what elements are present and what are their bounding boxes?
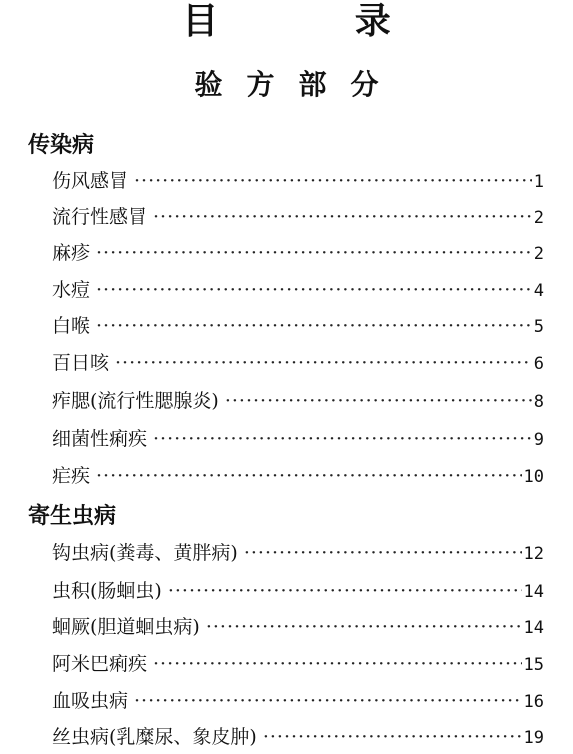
dot-leader — [153, 649, 522, 679]
entry-page-number: 2 — [533, 208, 544, 228]
toc-entry[interactable] — [52, 348, 544, 378]
toc-entry[interactable] — [52, 275, 544, 305]
toc-entry[interactable] — [52, 576, 544, 606]
entry-page-number: 10 — [523, 467, 544, 487]
toc-entry[interactable] — [52, 386, 544, 416]
toc-entry[interactable] — [52, 202, 544, 232]
entry-page-number: 8 — [533, 392, 544, 412]
entry-page-number: 16 — [523, 692, 544, 712]
entry-page-number: 9 — [533, 430, 544, 450]
entry-label: 百日咳 — [52, 352, 110, 374]
entry-page-number: 15 — [523, 655, 544, 675]
dot-leader — [134, 166, 532, 196]
entry-label: 麻疹 — [52, 242, 91, 264]
toc-entry[interactable] — [52, 686, 544, 716]
dot-leader — [168, 576, 522, 606]
dot-leader — [206, 612, 522, 642]
entry-label: 细菌性痢疾 — [52, 428, 148, 450]
entry-label: 钩虫病(粪毒、黄胖病) — [52, 542, 238, 564]
dot-leader — [134, 686, 522, 716]
toc-entry[interactable] — [52, 238, 544, 268]
page-title: 目 录 — [182, 1, 453, 42]
dot-leader — [115, 348, 532, 378]
entry-label: 白喉 — [52, 315, 91, 337]
dot-leader — [96, 275, 532, 305]
entry-label: 痄腮(流行性腮腺炎) — [52, 390, 219, 412]
entry-page-number: 12 — [523, 544, 544, 564]
toc-entry[interactable] — [52, 424, 544, 454]
toc-entry[interactable] — [52, 461, 544, 491]
toc-entry[interactable] — [52, 311, 544, 341]
dot-leader — [244, 538, 522, 568]
entry-label: 伤风感冒 — [52, 170, 129, 192]
toc-entry[interactable] — [52, 649, 544, 679]
dot-leader — [96, 311, 532, 341]
entry-page-number: 14 — [523, 582, 544, 602]
toc-entry[interactable] — [52, 612, 544, 642]
dot-leader — [263, 722, 522, 752]
entry-label: 阿米巴痢疾 — [52, 653, 148, 675]
entry-label: 血吸虫病 — [52, 690, 129, 712]
dot-leader — [225, 386, 532, 416]
entry-label: 虫积(肠蛔虫) — [52, 580, 162, 602]
entry-page-number: 2 — [533, 244, 544, 264]
category-heading-parasitic: 寄生虫病 — [28, 504, 117, 529]
toc-entry[interactable] — [52, 166, 544, 196]
entry-label: 流行性感冒 — [52, 206, 148, 228]
entry-label: 丝虫病(乳糜尿、象皮肿) — [52, 726, 257, 748]
entry-label: 水痘 — [52, 279, 91, 301]
entry-page-number: 5 — [533, 317, 544, 337]
entry-label: 蛔厥(胆道蛔虫病) — [52, 616, 200, 638]
dot-leader — [153, 424, 532, 454]
entry-page-number: 6 — [533, 354, 544, 374]
entry-page-number: 1 — [533, 172, 544, 192]
section-title: 验方部分 — [194, 68, 403, 101]
dot-leader — [96, 461, 522, 491]
dot-leader — [153, 202, 532, 232]
toc-entry[interactable] — [52, 538, 544, 568]
entry-page-number: 14 — [523, 618, 544, 638]
toc-entry[interactable] — [52, 722, 544, 752]
entry-page-number: 19 — [523, 728, 544, 748]
category-heading-infectious: 传染病 — [28, 133, 95, 158]
entry-page-number: 4 — [533, 281, 544, 301]
entry-label: 疟疾 — [52, 465, 91, 487]
dot-leader — [96, 238, 532, 268]
